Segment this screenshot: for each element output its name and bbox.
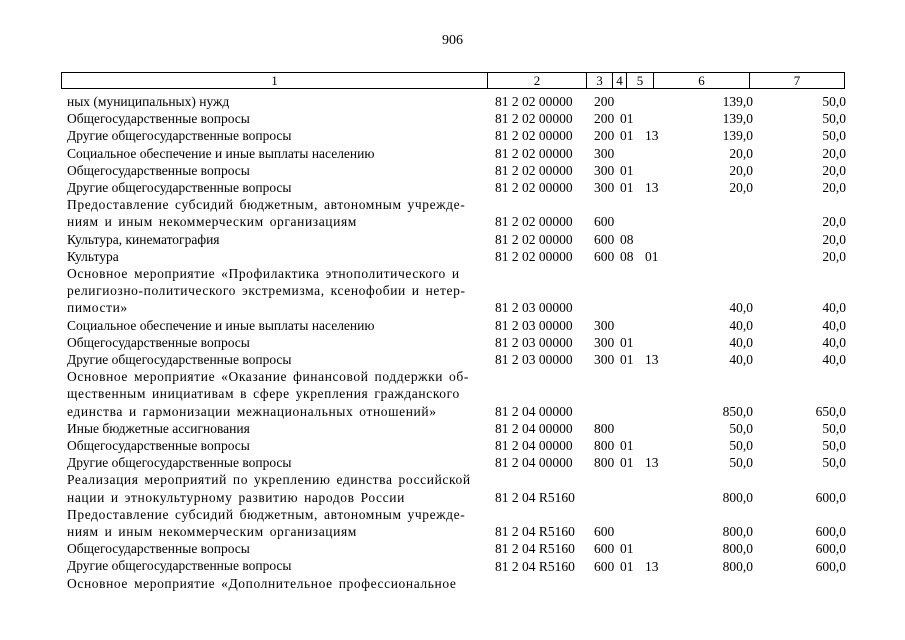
column-header-3: 3	[587, 73, 613, 88]
column-header-2: 2	[488, 73, 587, 88]
table-row	[67, 127, 857, 144]
row-amount-7: 50,0	[822, 455, 846, 471]
row-amount-7: 40,0	[822, 317, 846, 333]
row-name: Предоставление субсидий бюджетным, автономным учрежде- ниям и иным некоммерческим организациям	[67, 506, 466, 540]
row-expense-type: 200	[594, 111, 615, 127]
row-amount-6: 20,0	[729, 145, 753, 161]
row-name: ных (муниципальных) нужд	[67, 94, 230, 109]
table-row	[67, 317, 857, 334]
row-amount-7: 50,0	[822, 94, 846, 110]
row-section: 01	[620, 558, 634, 574]
table-row	[67, 196, 857, 230]
row-name: Культура	[67, 248, 119, 264]
row-section: 01	[620, 334, 634, 350]
row-amount-6: 50,0	[729, 420, 753, 436]
row-section: 01	[620, 180, 634, 196]
table-row	[67, 575, 857, 592]
row-amount-6: 20,0	[729, 162, 753, 178]
row-amount-7: 20,0	[822, 162, 846, 178]
row-name: Другие общегосударственные вопросы	[67, 180, 292, 196]
table-row	[67, 540, 857, 557]
row-expense-type: 300	[594, 352, 615, 368]
row-amount-7: 50,0	[822, 438, 846, 454]
table-row	[67, 334, 857, 351]
row-section: 01	[620, 438, 634, 454]
row-expense-type: 300	[594, 162, 615, 178]
row-amount-7: 20,0	[822, 145, 846, 161]
table-row	[67, 145, 857, 162]
row-amount-6: 139,0	[722, 94, 753, 110]
row-expense-type: 800	[594, 420, 615, 436]
row-amount-7: 20,0	[822, 214, 846, 230]
table-row	[67, 93, 857, 110]
row-amount-6: 800,0	[722, 524, 753, 540]
row-name: Основное мероприятие «Профилактика этнополитического и религиозно-политического экстремизма, ксенофобии и нетер- пимости»	[67, 266, 466, 316]
row-code: 81 2 04 R5160	[495, 541, 575, 557]
row-subsection: 13	[645, 558, 659, 574]
row-expense-type: 600	[594, 214, 615, 230]
row-expense-type: 300	[594, 180, 615, 196]
row-name: Другие общегосударственные вопросы	[67, 455, 292, 471]
row-name: Иные бюджетные ассигнования	[67, 420, 250, 436]
row-name: Реализация мероприятий по укреплению единства российской нации и этнокультурному развитию народов России	[67, 472, 471, 505]
row-name: Другие общегосударственные вопросы	[67, 128, 292, 144]
row-subsection: 13	[645, 455, 659, 471]
row-expense-type: 300	[594, 145, 615, 161]
row-code: 81 2 04 00000	[495, 455, 573, 471]
column-header-7: 7	[793, 73, 801, 88]
row-code: 81 2 02 00000	[495, 248, 573, 264]
row-name: Общегосударственные вопросы	[67, 111, 250, 127]
row-amount-7: 600,0	[815, 524, 846, 540]
row-expense-type: 600	[594, 558, 615, 574]
row-code: 81 2 03 00000	[495, 300, 573, 316]
row-expense-type: 600	[594, 248, 615, 264]
row-amount-7: 40,0	[822, 300, 846, 316]
table-row	[67, 110, 857, 127]
table-row	[67, 420, 857, 437]
column-header-4: 4	[613, 73, 627, 88]
row-name: Культура, кинематография	[67, 231, 220, 247]
row-amount-7: 20,0	[822, 180, 846, 196]
row-section: 01	[620, 162, 634, 178]
row-name: Социальное обеспечение и иные выплаты населению	[67, 145, 375, 161]
row-code: 81 2 04 R5160	[495, 489, 575, 505]
row-amount-6: 139,0	[722, 111, 753, 127]
row-section: 01	[620, 111, 634, 127]
row-amount-6: 50,0	[729, 455, 753, 471]
row-code: 81 2 03 00000	[495, 317, 573, 333]
row-expense-type: 800	[594, 455, 615, 471]
row-amount-7: 650,0	[815, 403, 846, 419]
row-section: 01	[620, 352, 634, 368]
row-expense-type: 300	[594, 334, 615, 350]
row-code: 81 2 02 00000	[495, 111, 573, 127]
table-row	[67, 265, 857, 317]
row-code: 81 2 02 00000	[495, 94, 573, 110]
row-amount-6: 800,0	[722, 541, 753, 557]
table-row	[67, 471, 857, 505]
row-amount-7: 40,0	[822, 334, 846, 350]
table-row	[67, 368, 857, 420]
row-amount-6: 800,0	[722, 489, 753, 505]
row-amount-6: 50,0	[729, 438, 753, 454]
row-name: Общегосударственные вопросы	[67, 541, 250, 557]
row-amount-7: 600,0	[815, 558, 846, 574]
row-expense-type: 300	[594, 317, 615, 333]
row-name: Основное мероприятие «Оказание финансовой поддержки об- щественным инициативам в сфере укрепления гражданского единства и гармонизации межнациональных отношений»	[67, 369, 469, 419]
table-body	[67, 93, 857, 592]
row-name: Другие общегосударственные вопросы	[67, 352, 292, 368]
table-header	[61, 72, 845, 89]
row-name: Общегосударственные вопросы	[67, 162, 250, 178]
row-section: 08	[620, 231, 634, 247]
row-section: 01	[620, 455, 634, 471]
row-code: 81 2 03 00000	[495, 352, 573, 368]
row-amount-7: 600,0	[815, 489, 846, 505]
column-header-6: 6	[654, 73, 750, 88]
row-code: 81 2 02 00000	[495, 231, 573, 247]
row-expense-type: 600	[594, 524, 615, 540]
table-row	[67, 557, 857, 574]
row-amount-7: 50,0	[822, 111, 846, 127]
row-expense-type: 600	[594, 231, 615, 247]
row-code: 81 2 04 00000	[495, 420, 573, 436]
row-amount-7: 50,0	[822, 128, 846, 144]
row-name: Социальное обеспечение и иные выплаты населению	[67, 317, 375, 333]
row-amount-7: 20,0	[822, 248, 846, 264]
row-expense-type: 200	[594, 94, 615, 110]
row-amount-6: 20,0	[729, 180, 753, 196]
row-code: 81 2 04 00000	[495, 438, 573, 454]
row-expense-type: 200	[594, 128, 615, 144]
table-row	[67, 248, 857, 265]
row-code: 81 2 04 R5160	[495, 558, 575, 574]
row-amount-7: 600,0	[815, 541, 846, 557]
row-name: Другие общегосударственные вопросы	[67, 558, 292, 574]
column-header-5: 5	[627, 73, 654, 88]
row-subsection: 13	[645, 128, 659, 144]
row-amount-7: 40,0	[822, 352, 846, 368]
row-amount-6: 40,0	[729, 300, 753, 316]
row-amount-6: 139,0	[722, 128, 753, 144]
row-expense-type: 800	[594, 438, 615, 454]
row-subsection: 13	[645, 352, 659, 368]
row-subsection: 01	[645, 248, 659, 264]
row-section: 08	[620, 248, 634, 264]
row-code: 81 2 04 00000	[495, 403, 573, 419]
row-name: Общегосударственные вопросы	[67, 438, 250, 454]
row-code: 81 2 02 00000	[495, 162, 573, 178]
row-amount-6: 40,0	[729, 334, 753, 350]
row-code: 81 2 03 00000	[495, 334, 573, 350]
row-section: 01	[620, 128, 634, 144]
row-code: 81 2 02 00000	[495, 180, 573, 196]
table-row	[67, 506, 857, 540]
table-row	[67, 351, 857, 368]
row-code: 81 2 02 00000	[495, 214, 573, 230]
column-header-1: 1	[62, 73, 488, 88]
row-amount-7: 20,0	[822, 231, 846, 247]
row-expense-type: 600	[594, 541, 615, 557]
row-section: 01	[620, 541, 634, 557]
table-row	[67, 454, 857, 471]
row-amount-6: 850,0	[722, 403, 753, 419]
row-name: Общегосударственные вопросы	[67, 334, 250, 350]
row-code: 81 2 04 R5160	[495, 524, 575, 540]
row-amount-6: 800,0	[722, 558, 753, 574]
table-row	[67, 437, 857, 454]
page-number: 906	[442, 33, 463, 48]
row-code: 81 2 02 00000	[495, 145, 573, 161]
row-amount-6: 40,0	[729, 317, 753, 333]
table-row	[67, 231, 857, 248]
row-subsection: 13	[645, 180, 659, 196]
row-code: 81 2 02 00000	[495, 128, 573, 144]
table-row	[67, 179, 857, 196]
row-amount-6: 40,0	[729, 352, 753, 368]
row-amount-7: 50,0	[822, 420, 846, 436]
table-row	[67, 162, 857, 179]
row-name: Основное мероприятие «Дополнительное профессиональное	[67, 575, 457, 591]
row-name: Предоставление субсидий бюджетным, автономным учрежде- ниям и иным некоммерческим организациям	[67, 197, 466, 230]
